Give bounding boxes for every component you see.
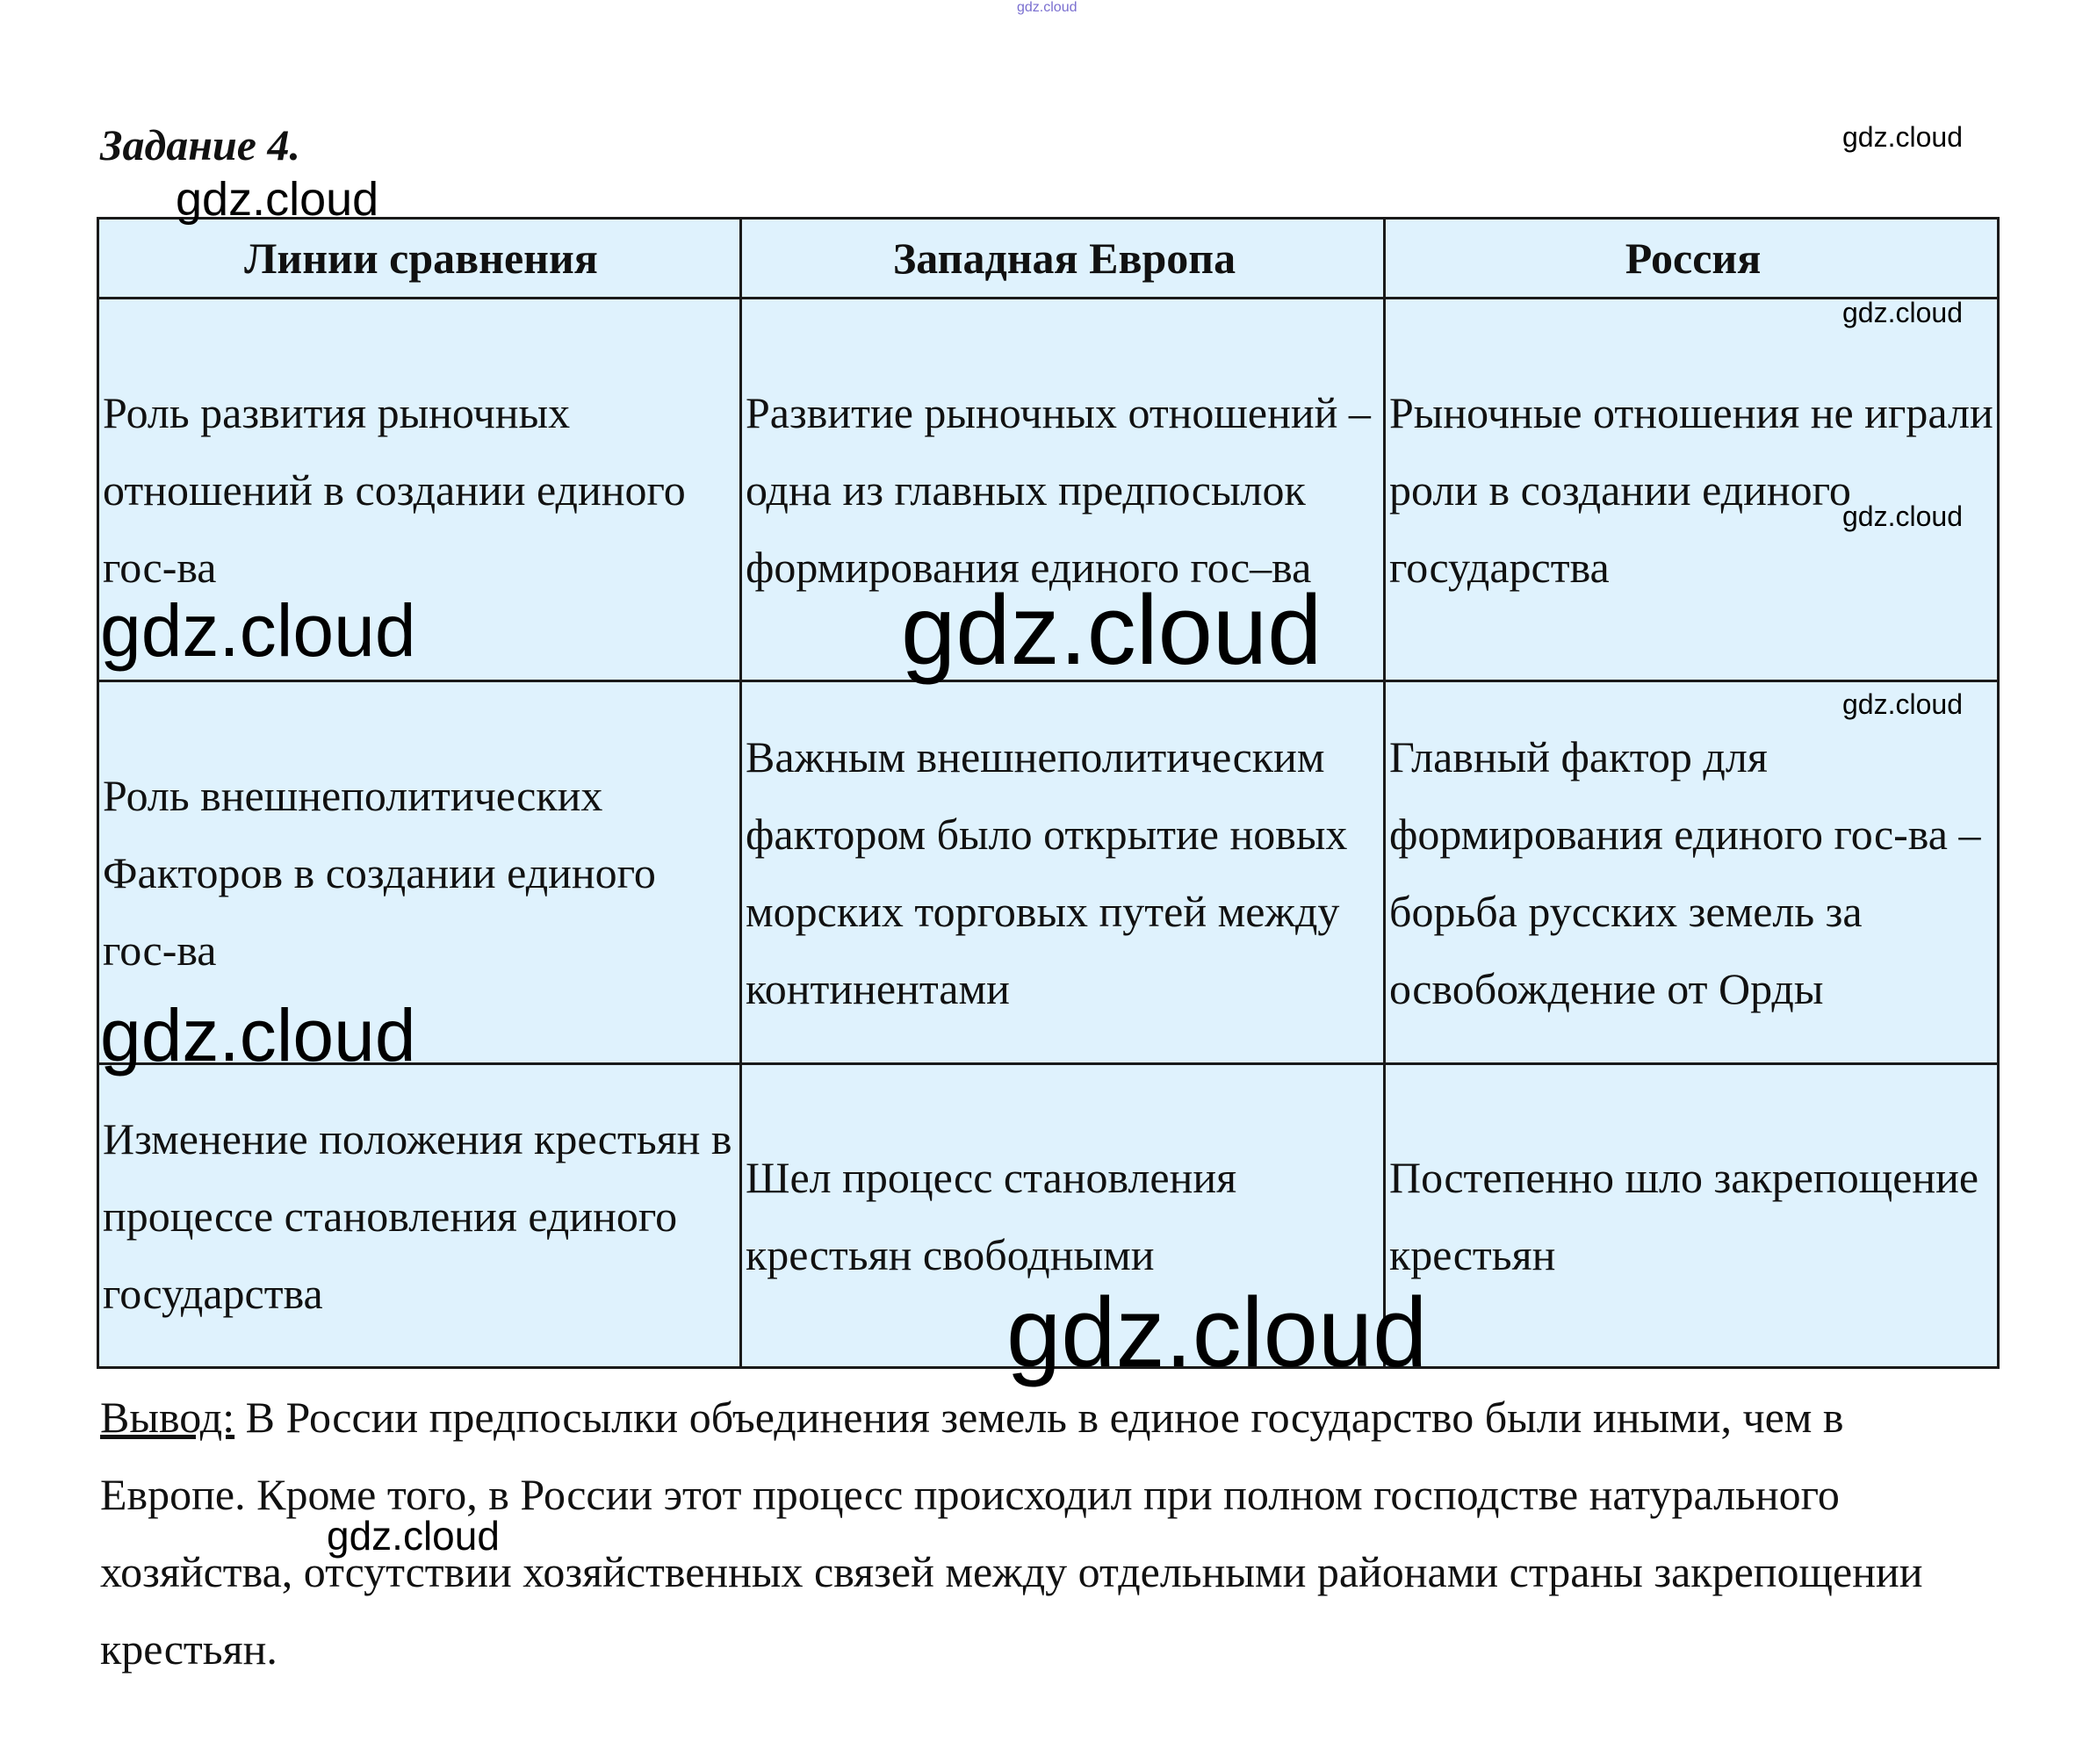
watermark: gdz.cloud bbox=[901, 575, 1322, 685]
cell-russia: Постепенно шло закрепощение крестьян bbox=[1385, 1064, 1999, 1368]
comparison-table bbox=[97, 217, 2000, 1369]
watermark: gdz.cloud bbox=[1006, 1278, 1428, 1387]
cell-europe: Развитие рыночных отношений – одна из главных предпосылок формирования единого гос–ва bbox=[741, 299, 1385, 681]
cell-europe: Шел процесс становления крестьян свободными bbox=[741, 1064, 1385, 1368]
cell-russia: Главный фактор для формирования единого гос-ва – борьба русских земель за освобождение от Орды bbox=[1385, 681, 1999, 1064]
watermark: gdz.cloud bbox=[100, 994, 416, 1076]
top-watermark: gdz.cloud bbox=[1017, 0, 1077, 15]
watermark: gdz.cloud bbox=[1842, 688, 1963, 720]
cell-line: Изменение положения крестьян в процессе становления единого государства bbox=[98, 1064, 741, 1368]
task-title: Задание 4. bbox=[100, 120, 301, 169]
watermark: gdz.cloud bbox=[100, 589, 416, 672]
cell-europe: Важным внешнеполитическим фактором было открытие новых морских торговых путей между континентами bbox=[741, 681, 1385, 1064]
watermark: gdz.cloud bbox=[1842, 297, 1963, 328]
watermark: gdz.cloud bbox=[176, 173, 379, 226]
watermark: gdz.cloud bbox=[327, 1513, 500, 1559]
cell-russia: Рыночные отношения не играли роли в создании единого государства bbox=[1385, 299, 1999, 681]
watermark: gdz.cloud bbox=[1842, 500, 1963, 532]
table-header-row bbox=[98, 219, 1999, 299]
conclusion-label: Вывод: bbox=[100, 1393, 235, 1442]
cell-line: Роль внешнеполитических Факторов в создании единого гос-ва bbox=[98, 681, 741, 1064]
header-comparison-lines: Линии сравнения bbox=[98, 219, 741, 299]
header-russia: Россия bbox=[1385, 219, 1999, 299]
conclusion-text: В России предпосылки объединения земель в единое государство были иными, чем в Европе. Кроме того, в России этот процесс происходил при полном господстве натурального хозяйства, отсутствии хозяйственных связей между отдельными районами страны закрепощении крестьян. bbox=[100, 1393, 1923, 1674]
cell-line: Роль развития рыночных отношений в создании единого гос-ва bbox=[98, 299, 741, 681]
watermark: gdz.cloud bbox=[1842, 121, 1963, 153]
header-western-europe: Западная Европа bbox=[741, 219, 1385, 299]
